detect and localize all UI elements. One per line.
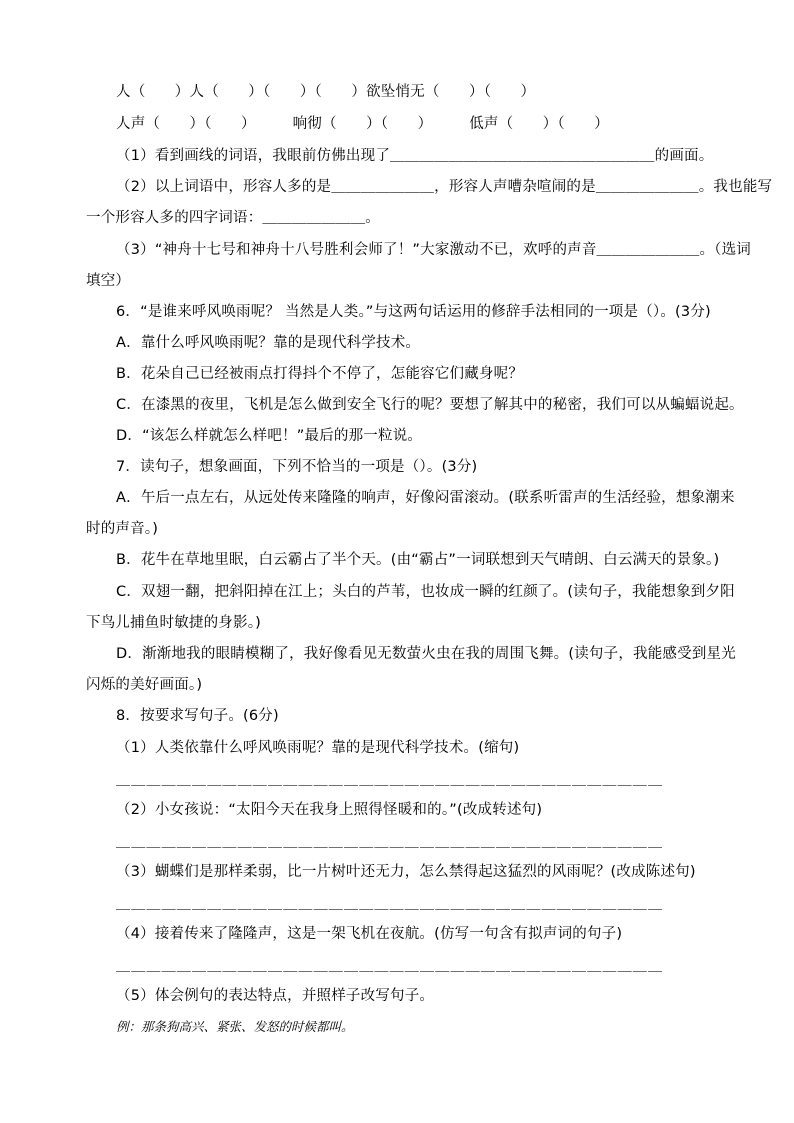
answer-line-2[interactable]: ＿＿＿＿＿＿＿＿＿＿＿＿＿＿＿＿＿＿＿＿＿＿＿＿＿＿＿＿＿＿＿＿＿＿＿＿ — [116, 834, 664, 850]
question-6-option-d: D．“该怎么样就怎么样吧！”最后的那一粒说。 — [116, 428, 423, 444]
answer-line-3[interactable]: ＿＿＿＿＿＿＿＿＿＿＿＿＿＿＿＿＿＿＿＿＿＿＿＿＿＿＿＿＿＿＿＿＿＿＿＿ — [116, 896, 664, 912]
question-8-4: （4）接着传来了隆隆声，这是一架飞机在夜航。(仿写一句含有拟声词的句子) — [116, 926, 623, 942]
question-7-option-c-line1: C．双翅一翻，把斜阳掉在江上；头白的芦苇，也妆成一瞬的红颜了。(读句子，我能想象到夕阳 — [116, 584, 735, 600]
question-5-3-line1: （3）“神舟十七号和神舟十八号胜利会师了！”大家激动不已，欢呼的声音＿＿＿＿＿＿＿。（选词 — [116, 242, 751, 258]
question-6-option-c: C．在漆黑的夜里，飞机是怎么做到安全飞行的呢？要想了解其中的秘密，我们可以从蝙蝠说起。 — [116, 397, 744, 413]
example-sentence: 例：那条狗高兴、紧张、发怒的时候都叫。 — [116, 1019, 354, 1034]
question-6: 6．“是谁来呼风唤雨呢？ 当然是人类。”与这两句话运用的修辞手法相同的一项是（）。(3分) — [116, 304, 711, 320]
question-6-option-a: A．靠什么呼风唤雨呢？靠的是现代科学技术。 — [116, 335, 421, 351]
answer-line-4[interactable]: ＿＿＿＿＿＿＿＿＿＿＿＿＿＿＿＿＿＿＿＿＿＿＿＿＿＿＿＿＿＿＿＿＿＿＿＿ — [116, 958, 664, 974]
question-8-1: （1）人类依靠什么呼风唤雨呢？靠的是现代科学技术。(缩句) — [116, 740, 520, 756]
question-5-2-line1: （2）以上词语中，形容人多的是＿＿＿＿＿＿＿，形容人声嘈杂喧闹的是＿＿＿＿＿＿＿。我也能写 — [116, 179, 773, 195]
question-7-option-a-line2: 时的声音。) — [86, 521, 159, 537]
answer-line-1[interactable]: ＿＿＿＿＿＿＿＿＿＿＿＿＿＿＿＿＿＿＿＿＿＿＿＿＿＿＿＿＿＿＿＿＿＿＿＿ — [116, 772, 664, 788]
question-8: 8．按要求写句子。(6分) — [116, 708, 279, 724]
question-8-5: （5）体会例句的表达特点，并照样子改写句子。 — [116, 988, 435, 1004]
question-5-1: （1）看到画线的词语，我眼前仿佛出现了＿＿＿＿＿＿＿＿＿＿＿＿＿＿＿＿＿＿的画面。 — [116, 148, 714, 164]
question-7-option-d-line1: D．渐渐地我的眼睛模糊了，我好像看见无数萤火虫在我的周围飞舞。(读句子，我能感受到星光 — [116, 646, 736, 662]
question-6-option-b: B．花朵自己已经被雨点打得抖个不停了，怎能容它们藏身呢？ — [116, 366, 524, 382]
question-8-2: （2）小女孩说：“太阳今天在我身上照得怪暖和的。”(改成转述句) — [116, 802, 543, 818]
question-7-option-c-line2: 下鸟儿捕鱼时敏捷的身影。) — [86, 615, 262, 631]
question-7-option-a-line1: A．午后一点左右，从远处传来隆隆的响声，好像闷雷滚动。(联系听雷声的生活经验，想象潮来 — [116, 490, 735, 506]
question-7: 7．读句子，想象画面，下列不恰当的一项是（）。(3分) — [116, 459, 478, 475]
question-7-option-d-line2: 闪烁的美好画面。) — [86, 677, 203, 693]
question-5-3-line2: 填空） — [86, 273, 131, 289]
word-row-1: 人（ ）人（ ）（ ）（ ）欲坠悄无（ ）（ ） — [116, 84, 536, 100]
question-7-option-b: B．花牛在草地里眠，白云霸占了半个天。(由“霸占”一词联想到天气晴朗、白云满天的景象。) — [116, 552, 720, 568]
question-8-3: （3）蝴蝶们是那样柔弱，比一片树叶还无力，怎么禁得起这猛烈的风雨呢？(改成陈述句) — [116, 864, 696, 880]
word-row-2: 人声（ ）（ ） 响彻（ ）（ ） 低声（ ）（ ） — [116, 116, 609, 132]
question-5-2-line2: 一个形容人多的四字词语：＿＿＿＿＿＿＿。 — [86, 210, 380, 226]
